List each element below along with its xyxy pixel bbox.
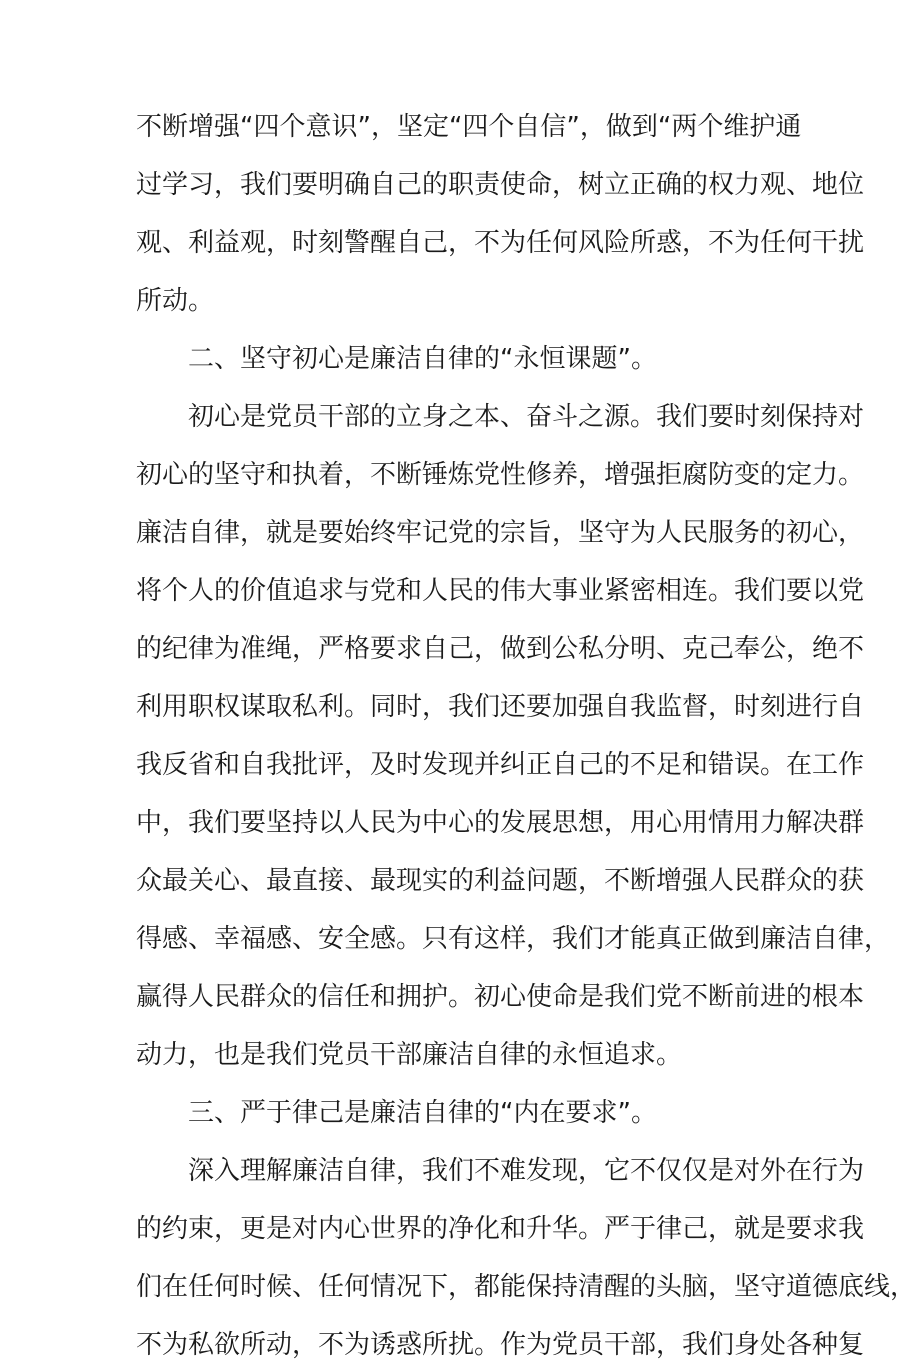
text-line: 中，我们要坚持以人民为中心的发展思想，用心用情用力解决群 (136, 808, 865, 838)
text-line: 深入理解廉洁自律，我们不难发现，它不仅仅是对外在行为 (188, 1156, 865, 1186)
text-line: 的约束，更是对内心世界的净化和升华。严于律己，就是要求我 (136, 1214, 865, 1244)
text-line: 众最关心、最直接、最现实的利益问题，不断增强人民群众的获 (136, 866, 865, 896)
text-line: 观、利益观，时刻警醒自己，不为任何风险所惑，不为任何干扰 (136, 228, 865, 258)
text-line: 二、坚守初心是廉洁自律的“永恒课题”。 (188, 344, 657, 374)
text-line: 我反省和自我批评，及时发现并纠正自己的不足和错误。在工作 (136, 750, 865, 780)
text-line: 所动。 (136, 286, 215, 316)
text-line: 得感、幸福感、安全感。只有这样，我们才能真正做到廉洁自律， (136, 924, 891, 954)
text-line: 过学习，我们要明确自己的职责使命，树立正确的权力观、地位 (136, 170, 865, 200)
text-line: 廉洁自律，就是要始终牢记党的宗旨，坚守为人民服务的初心， (136, 518, 865, 548)
text-line: 初心是党员干部的立身之本、奋斗之源。我们要时刻保持对 (188, 402, 865, 432)
text-line: 利用职权谋取私利。同时，我们还要加强自我监督，时刻进行自 (136, 692, 865, 722)
text-line: 动力，也是我们党员干部廉洁自律的永恒追求。 (136, 1040, 683, 1070)
text-line: 初心的坚守和执着，不断锤炼党性修养，增强拒腐防变的定力。 (136, 460, 865, 490)
text-line: 赢得人民群众的信任和拥护。初心使命是我们党不断前进的根本 (136, 982, 865, 1012)
text-line: 三、严于律己是廉洁自律的“内在要求”。 (188, 1098, 657, 1128)
text-line: 的纪律为准绳，严格要求自己，做到公私分明、克己奉公，绝不 (136, 634, 865, 664)
text-line: 不断增强“四个意识”，坚定“四个自信”，做到“两个维护通 (136, 112, 802, 142)
text-line: 将个人的价值追求与党和人民的伟大事业紧密相连。我们要以党 (136, 576, 865, 606)
text-line: 们在任何时候、任何情况下，都能保持清醒的头脑，坚守道德底线， (136, 1272, 917, 1302)
text-line: 不为私欲所动，不为诱惑所扰。作为党员干部，我们身处各种复 (136, 1330, 865, 1360)
